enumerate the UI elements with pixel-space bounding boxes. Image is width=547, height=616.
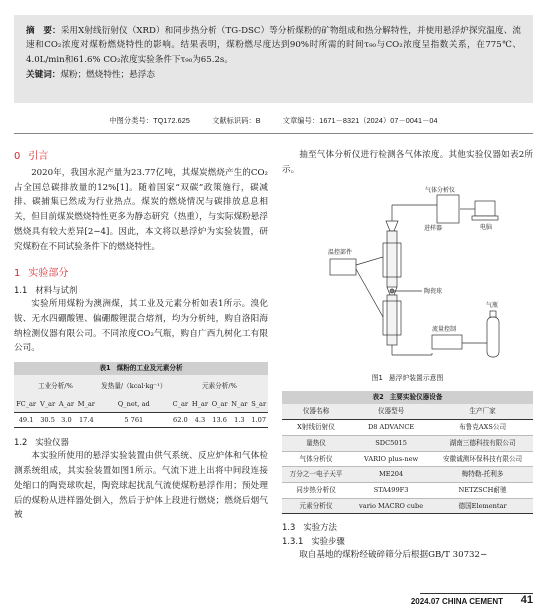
section-1-heading <box>14 265 268 283</box>
instruments-paragraph: 本实验所使用的悬浮实验装置由供气系统、反应炉体和气体检测系统组成，其实验装置如图1所示。气流下进上出将中间段连接处缩口的陶瓷球吹起，陶瓷球起扰乱气流使煤粉悬浮作用；预处理后的煤粉从进样器处倒入，然后于炉体上段进行燃烧；燃烧后烟气被 <box>14 451 268 521</box>
table-row <box>282 451 533 467</box>
table-1-caption <box>14 362 268 375</box>
computer-monitor <box>475 201 495 216</box>
figure-1 <box>282 177 533 367</box>
t2-cell: ME204 <box>350 467 432 483</box>
t1-header: S_ar <box>249 397 268 412</box>
clc-number: 中图分类号：TQ172.625 <box>109 116 190 125</box>
t2-cell: 湖南三德科技有限公司 <box>432 435 533 451</box>
t1-group-ultimate: 元素分析/% <box>201 381 237 390</box>
table-2-grid <box>282 404 533 514</box>
article-meta <box>0 116 547 126</box>
t2-cell: D8 ADVANCE <box>350 420 432 436</box>
t2-cell: NETZSCH耐驰 <box>432 482 533 498</box>
t2-cell: 万分之一电子天平 <box>282 467 350 483</box>
fig-label-gas-cylinder: 气瓶 <box>486 302 499 310</box>
table-row <box>282 420 533 436</box>
t2-header: 仪器型号 <box>350 404 432 419</box>
t1-group-proximate: 工业分析/% <box>37 381 73 390</box>
document-code: 文献标识码：B <box>212 116 261 125</box>
table-2-number: 表2 <box>372 393 384 402</box>
abstract-text: 采用X射线衍射仪（XRD）和同步热分析（TG-DSC）等分析煤粉的矿物组成和热分解特性，并使用悬浮炉探究温度、流速和CO₂浓度对煤粉燃烧特性的影响。结果表明，煤粉燃尽度达到90%时所需的时间τ₉₀与CO₂浓度呈指数关系，在775℃、4.0L/min和61.6% CO₂浓度实验条件下τ₉₀为65.2s。 <box>26 26 521 65</box>
table-1-grid <box>14 375 268 428</box>
t1-cell: 30.5 <box>38 412 57 428</box>
procedure-paragraph: 取自基地的煤粉经破碎筛分后根据GB/T 30732− <box>299 550 488 561</box>
t1-header: V_ar <box>38 397 57 412</box>
fig-label-ceramic: 陶瓷球 <box>424 288 443 296</box>
table-row <box>282 467 533 483</box>
meta-divider <box>14 133 533 134</box>
article-number: 文章编号：1671－8321（2024）07－0041－04 <box>282 116 438 125</box>
page-number: 41 <box>520 594 533 606</box>
feeder-funnel <box>386 221 398 231</box>
t1-header: N_ar <box>229 397 249 412</box>
furnace-lower <box>387 295 397 345</box>
section-1-3-number: 1.3 <box>282 522 296 533</box>
temp-control-box <box>330 259 356 275</box>
t2-cell: vario MACRO cube <box>350 498 432 514</box>
table-2-title: 主要实验仪器设备 <box>389 393 443 402</box>
right-column <box>282 148 533 563</box>
gas-cylinder <box>487 317 499 357</box>
keywords-text: 煤粉；燃烧特性；悬浮态 <box>60 70 155 81</box>
t2-cell: 梅特勒-托利多 <box>432 467 533 483</box>
section-1-title: 实验部分 <box>28 268 69 280</box>
abstract-label: 摘 要： <box>26 26 61 36</box>
section-1-2-heading <box>14 435 268 449</box>
journal-name: 2024.07 CHINA CEMENT <box>410 597 503 606</box>
t2-cell: X射线衍射仪 <box>282 420 350 436</box>
t1-cell: 3.0 <box>57 412 76 428</box>
t1-header: A_ar <box>57 397 76 412</box>
keywords-label: 关键词： <box>26 70 61 81</box>
t1-header: Q_net, ad <box>97 397 171 412</box>
t1-header: C_ar <box>171 397 190 412</box>
figure-1-caption <box>282 372 533 384</box>
t2-cell: 气体分析仪 <box>282 451 350 467</box>
t1-cell: 17.4 <box>76 412 97 428</box>
t1-cell: 1.3 <box>229 412 249 428</box>
t1-header: M_ar <box>76 397 97 412</box>
t1-header: H_ar <box>190 397 210 412</box>
figure-1-number: 图1 <box>371 374 383 383</box>
figure-1-title: 悬浮炉装置示意图 <box>388 374 444 383</box>
t2-cell: 布鲁克AXS公司 <box>432 420 533 436</box>
section-1-3-1-number: 1.3.1 <box>282 536 304 547</box>
flow-control-box <box>432 335 462 349</box>
section-1-3-heading <box>282 520 533 534</box>
section-1-3-1-title: 实验步骤 <box>311 536 345 547</box>
t1-group-calorific: 发热量/（kcal·kg⁻¹） <box>101 381 167 390</box>
fig-label-temp-control: 温控部件 <box>328 249 353 257</box>
t2-cell: SDC5015 <box>350 435 432 451</box>
fig-label-flow-control: 流量控制 <box>432 326 457 334</box>
furnace-diagram <box>282 177 533 367</box>
t2-header: 生产厂家 <box>432 404 533 419</box>
t1-header: FC_ar <box>14 397 38 412</box>
t1-header: O_ar <box>210 397 230 412</box>
t2-cell: 量热仪 <box>282 435 350 451</box>
materials-paragraph: 实验所用煤粉为澳洲煤，其工业及元素分析如表1所示。溴化钹、无水四硼酸锂、偏硼酸锂混合熔剂，均为分析纯，购自洛阳海纳检测仪器有限公司。不同浓度CO₂气瓶，购自广西九树化工有限公司。 <box>14 299 268 354</box>
t1-cell: 62.0 <box>171 412 190 428</box>
t2-cell: 德国Elementar <box>432 498 533 514</box>
section-0-title: 引言 <box>28 151 49 162</box>
fig-label-computer: 电脑 <box>480 224 493 232</box>
section-1-3-1-heading <box>282 534 533 548</box>
keywords-line <box>26 68 521 82</box>
t1-cell: 1.07 <box>249 412 268 428</box>
t2-header: 仪器名称 <box>282 404 350 419</box>
table-1 <box>14 362 268 428</box>
gas-analyzer-box <box>437 195 459 223</box>
computer-keyboard <box>472 216 498 220</box>
t2-cell: VARIO plus-new <box>350 451 432 467</box>
page-footer <box>0 594 547 610</box>
t1-cell: 4.3 <box>190 412 210 428</box>
t2-cell: 安徽诚测环保科技有限公司 <box>432 451 533 467</box>
t1-cell: 13.6 <box>210 412 230 428</box>
table-row <box>282 482 533 498</box>
table-1-title: 煤粉的工业及元素分析 <box>116 364 183 373</box>
table-1-number: 表1 <box>99 364 111 373</box>
fig-label-feeder: 进样器 <box>424 225 443 233</box>
table-row <box>282 498 533 514</box>
abstract-paragraph <box>26 24 521 67</box>
section-1-1-heading <box>14 283 268 297</box>
table-2 <box>282 391 533 514</box>
section-0-number: 0 <box>14 151 21 162</box>
section-1-1-title: 材料与试剂 <box>35 285 78 296</box>
fig-label-analyzer: 气体分析仪 <box>425 187 456 195</box>
gas-analyzer-paragraph: 抽至气体分析仪进行检测各气体浓度。其他实验仪器如表2所示。 <box>282 150 533 175</box>
t1-cell: 49.1 <box>14 412 38 428</box>
section-1-number: 1 <box>14 268 21 280</box>
table-row <box>282 435 533 451</box>
t1-cell: 5 761 <box>97 412 171 428</box>
t2-cell: STA499F3 <box>350 482 432 498</box>
section-1-3-title: 实验方法 <box>303 522 337 533</box>
table-2-caption <box>282 391 533 404</box>
intro-paragraph: 2020年，我国水泥产量为23.77亿吨，其煤炭燃烧产生的CO₂占全国总碳排放量的12%[1]。随着国家“双碳”政策施行，碳减排、碳捕集已然成为行业热点。煤炭的燃烧情况与碳排放息息相关，但目前煤炭燃烧特性更多为静态研究（热重），与实际煤粉悬浮燃烧具有较大差异[2−4]。因此，本文将以悬浮炉为实验装置，研究煤粉在不同试验条件下的燃烧特性。 <box>14 168 268 252</box>
abstract-box <box>14 15 533 103</box>
section-0-heading <box>14 148 268 166</box>
t2-cell: 元素分析仪 <box>282 498 350 514</box>
left-column <box>14 148 268 523</box>
t2-cell: 同步热分析仪 <box>282 482 350 498</box>
furnace-upper <box>387 231 397 287</box>
section-1-2-number: 1.2 <box>14 437 28 448</box>
section-1-1-number: 1.1 <box>14 285 28 296</box>
section-1-2-title: 实验仪器 <box>35 437 69 448</box>
